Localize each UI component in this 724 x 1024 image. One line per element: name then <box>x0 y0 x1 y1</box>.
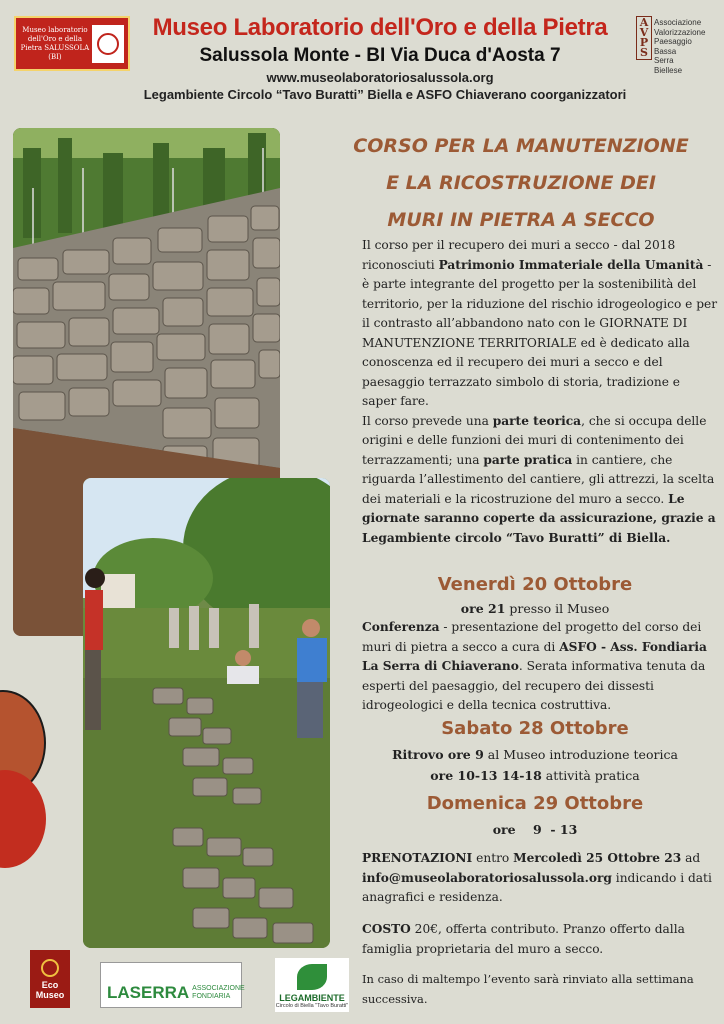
friday-heading: Venerdì 20 Ottobre <box>437 574 633 595</box>
avps-word: Associazione <box>654 18 702 27</box>
sunday-time: ore 9 - 13 <box>492 822 578 837</box>
text: Il corso prevede una <box>362 413 493 428</box>
avps-word: Bassa <box>654 46 677 56</box>
museum-logo-text: Museo laboratorio dell'Oro e della Pietra SALUSSOLA (BI) <box>20 25 90 61</box>
course-description <box>362 236 718 548</box>
avps-word: Serra <box>654 56 674 66</box>
museum-address: Salussola Monte - BI Via Duca d'Aosta 7 <box>199 45 561 66</box>
legambiente-name: LEGAMBIENTE <box>279 993 345 1003</box>
legambiente-logo <box>275 958 349 1012</box>
avps-letter: A <box>639 16 649 29</box>
saturday-heading: Sabato 28 Ottobre <box>441 718 629 739</box>
avps-letters <box>636 16 652 60</box>
weather-notice: In caso di maltempo l’evento sarà rinviato alla settimana successiva. <box>362 972 694 1006</box>
avps-letter: P <box>639 36 649 49</box>
bold-text: info@museolaboratoriosalussola.org <box>362 870 612 885</box>
bold-text: PRENOTAZIONI <box>362 851 473 865</box>
text: entro <box>472 851 514 865</box>
saturday-line-1: Ritrovo ore 9 al Museo introduzione teorica <box>392 747 678 762</box>
museum-logo-emblem-icon <box>92 25 124 63</box>
decorative-red-circle <box>0 770 46 868</box>
sunday-heading: Domenica 29 Ottobre <box>426 793 644 814</box>
friday-time: ore 21 presso il Museo <box>460 601 610 616</box>
text: - è parte integrante del progetto per la sostenibilità del territorio, per la riduzione del rischio idrogeologico e per il contrasto all’abbandono nato con le GIORNATE DI MANUTENZIONE TERRITORIALE ed è dedicato alla conoscenza ed il recupero dei muri a secco e del paesaggio terrazzato simbolo di storia, tradizione e saper fare. <box>362 257 718 408</box>
ecomuseo-word-1: Eco <box>41 979 59 990</box>
avps-logo <box>636 16 718 75</box>
text: in cantiere, che riguarda l’allestimento del cantiere, gli attrezzi, la scelta dei materiali e la ricostruzione del muro a secco. <box>362 452 715 506</box>
ecomuseo-logo <box>30 950 70 1008</box>
bold-text: Le giornate saranno coperte da assicurazione, grazie a Legambiente circolo “Tavo Buratti” di Biella. <box>362 491 716 545</box>
workers-photo <box>83 478 330 948</box>
avps-letter: S <box>640 46 648 59</box>
bold-text: Mercoledì 25 Ottobre 23 <box>513 851 682 865</box>
text: indicando i dati anagrafici e residenza. <box>362 870 712 904</box>
avps-letter: V <box>639 26 649 39</box>
bold-text: ASFO - Ass. Fondiaria La Serra di Chiaverano <box>362 639 707 673</box>
bold-text: parte pratica <box>483 452 573 467</box>
avps-word: Paesaggio <box>654 37 692 47</box>
museum-title: Museo Laboratorio dell'Oro e della Pietra <box>152 14 608 41</box>
booking-info <box>362 849 718 908</box>
text: , che si occupa delle origini e delle funzioni dei muri di contenimento dei terrazzamenti; una <box>362 413 707 467</box>
bold-text: Conferenza <box>362 620 440 634</box>
ecomuseo-ring-icon <box>41 959 59 977</box>
course-title-line-2: E LA RICOSTRUZIONE DEI <box>386 172 656 194</box>
laserra-name: LASERRA <box>107 983 190 1002</box>
course-title <box>340 128 702 239</box>
bold-text: Patrimonio Immateriale della Umanità <box>438 257 704 272</box>
text: - presentazione del progetto del corso dei muri di pietra a secco a cura di <box>362 620 702 654</box>
avps-words <box>654 18 705 76</box>
course-title-line-3: MURI IN PIETRA A SECCO <box>387 209 655 231</box>
ecomuseo-word-2: Museo <box>35 989 65 1000</box>
text: Il corso per il recupero dei muri a secco - dal 2018 riconosciuti <box>362 238 676 272</box>
friday-description <box>362 618 718 716</box>
avps-word: Valorizzazione <box>654 27 706 37</box>
course-title-line-1: CORSO PER LA MANUTENZIONE <box>353 135 689 157</box>
text: ad <box>681 851 701 865</box>
laserra-logo <box>100 962 245 1008</box>
text: . Serata informativa tenuta da esperti del paesaggio, del recupero dei dissesti idrogeologici e della tecnica costruttiva. <box>362 659 706 712</box>
header <box>0 0 724 110</box>
bold-text: parte teorica <box>492 413 582 428</box>
laserra-subtitle: ASSOCIAZIONE FONDIARIA <box>192 985 245 1000</box>
saturday-line-2: ore 10-13 14-18 attività pratica <box>430 768 640 783</box>
organizers-line: Legambiente Circolo “Tavo Buratti” Biella e ASFO Chiaverano coorganizzatori <box>143 87 627 102</box>
text: 20€, offerta contributo. Pranzo offerto dalla famiglia proprietaria del muro a secco. <box>362 922 685 956</box>
museum-logo <box>14 16 130 71</box>
avps-word: Biellese <box>654 65 683 75</box>
legambiente-leaf-icon <box>297 964 327 990</box>
legambiente-subtitle: Circolo di Biella "Tavo Buratti" <box>275 1003 349 1009</box>
cost-info <box>362 920 718 959</box>
museum-website[interactable]: www.museolaboratoriosalussola.org <box>266 70 494 85</box>
bold-text: COSTO <box>362 922 411 936</box>
